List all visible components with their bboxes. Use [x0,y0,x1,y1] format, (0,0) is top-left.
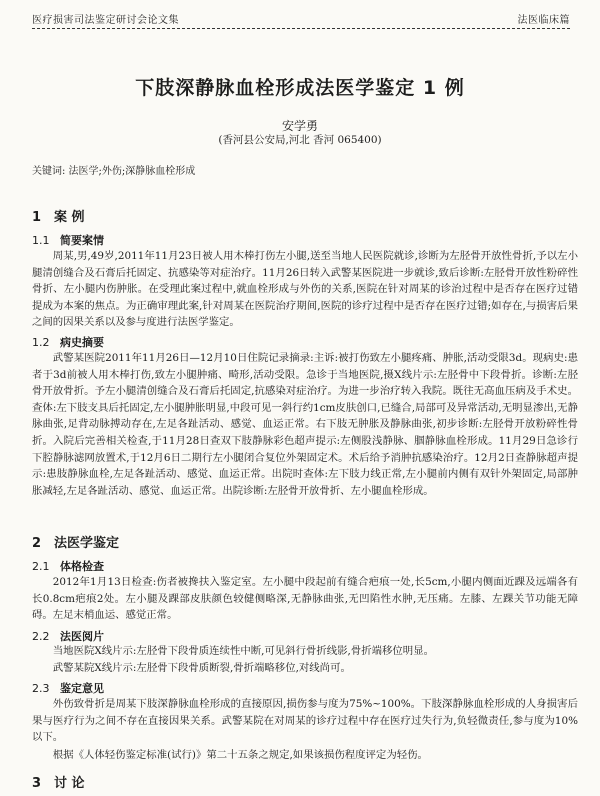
subsection-heading-1-2 [32,334,104,350]
paragraph-xray-hospital: 武警某院X线片示:左胫骨下段骨质断裂,骨折端略移位,对线尚可。 [52,662,351,674]
section-number: 1 [32,210,42,225]
header-book-title: 医疗损害司法鉴定研讨会论文集 [32,15,179,26]
paragraph-case-summary: 周某,男,49岁,2011年11月23日被人用木棒打伤左小腿,送至当地人民医院就诊,诊断为左胫骨开放性骨折,予以左小腿清创缝合及石膏后托固定、抗感染等对症治疗。11月26日转入武警某医院进一步就诊,致后诊断:左胫骨开放性粉碎性骨折、左小腿内伤肿胀。在受理此案过程中,就血栓形成与外伤的关系,医院在针对周某的诊治过程中是否存在医疗过错提成为本案的焦点。为正确审理此案,针对周某在医院治疗期间,医院的诊疗过程中是否存在医疗过错;如存在,与损害后果之间的因果关系以及参与度进行法医学鉴定。 [32,250,578,329]
subsection-number: 2.2 [32,630,50,643]
subsection-number: 1.2 [32,336,50,349]
paragraph-medical-history: 武警某医院2011年11月26日—12月10日住院记录摘录:主诉:被打伤致左小腿疼痛、肿胀,活动受限3d。现病史:患者于3d前被人用木棒打伤,致左小腿肿痛、畸形,活动受限。急诊于当地医院,摄X线片示:左胫骨中下段骨折。诊断:左胫骨开放骨折。予左小腿清创缝合及石膏后托固定,抗感染对症治疗。为进一步治疗转入我院。既往无高血压病及手术史。查体:左下肢支具后托固定,左小腿肿胀明显,中段可见一斜行约1cm皮肤创口,已缝合,局部可及异常活动,无明显渗出,无静脉曲张,足背动脉搏动存在,左足各趾活动、感觉、血运正常。右下肢无肿胀及静脉曲张,初步诊断:左胫骨开放粉碎性骨折。入院后完善相关检查,于11月28日查双下肢静脉彩色超声提示:左侧股浅静脉、腘静脉血栓形成。11月29日急诊行下腔静脉滤网放置术,于12月6日二期行左小腿闭合复位外架固定术。术后给予消肿抗感染治疗。12月2日查静脉超声提示:患肢静脉血栓,左足各趾活动、感觉、血运正常。出院时查体:左下肢力线正常,左小腿前内侧有双针外架固定,局部肿胀减轻,左足各趾活动、感觉、血运正常。出院诊断:左胫骨开放骨折、左小腿血栓形成。 [32,352,578,497]
subsection-number: 2.1 [32,560,50,573]
section-title: 讨 论 [54,776,85,791]
running-header [32,8,570,29]
section-heading-3 [32,772,85,791]
section-title: 案 例 [54,210,85,225]
section-number: 2 [32,536,42,551]
section-number: 3 [32,776,42,791]
paragraph-appraisal-opinion: 外伤致骨折是周某下肢深静脉血栓形成的直接原因,损伤参与度为75%~100%。下肢深静脉血栓形成的人身损害后果与医疗行为之间不存在直接因果关系。武警某院在对周某的诊疗过程中存在医疗过失行为,负轻微责任,参与度为10%以下。 [32,698,578,744]
subsection-title: 简要案情 [60,234,104,247]
subsection-number: 2.3 [32,682,50,695]
section-heading-1 [32,206,85,225]
subsection-heading-2-3 [32,680,104,696]
subsection-title: 鉴定意见 [60,682,104,695]
section-heading-2 [32,532,119,551]
subsection-number: 1.1 [32,234,50,247]
subsection-title: 病史摘要 [60,336,104,349]
subsection-heading-2-2 [32,628,104,644]
section-title: 法医学鉴定 [54,536,120,551]
paragraph-physical-exam: 2012年1月13日检查:伤者被搀扶入鉴定室。左小腿中段起前有缝合疤痕一处,长5cm,小腿内侧面近踝及远端各有长0.8cm疤痕2处。左小腿及踝部皮肤颜色较健侧略深,无静脉曲张,无凹陷性水肿,无压痛。左膝、左踝关节功能无障碍。左足末梢血运、感觉正常。 [32,576,578,622]
paragraph-xray-local: 当地医院X线片示:左胫骨下段骨质连续性中断,可见斜行骨折线影,骨折端移位明显。 [52,645,434,657]
header-section-title: 法医临床篇 [517,15,570,26]
author-name: 安学勇 [281,119,318,133]
subsection-title: 体格检查 [60,560,104,573]
author-affiliation: (香河县公安局,河北 香河 065400) [218,134,382,146]
keywords: 关键词: 法医学;外伤;深静脉血栓形成 [32,166,196,177]
article-title: 下肢深静脉血栓形成法医学鉴定 1 例 [135,77,465,99]
subsection-heading-2-1 [32,558,104,574]
paragraph-injury-grade: 根据《人体轻伤鉴定标准(试行)》第二十五条之规定,如果该损伤程度评定为轻伤。 [52,749,428,761]
subsection-heading-1-1 [32,232,104,248]
subsection-title: 法医阅片 [60,630,104,643]
